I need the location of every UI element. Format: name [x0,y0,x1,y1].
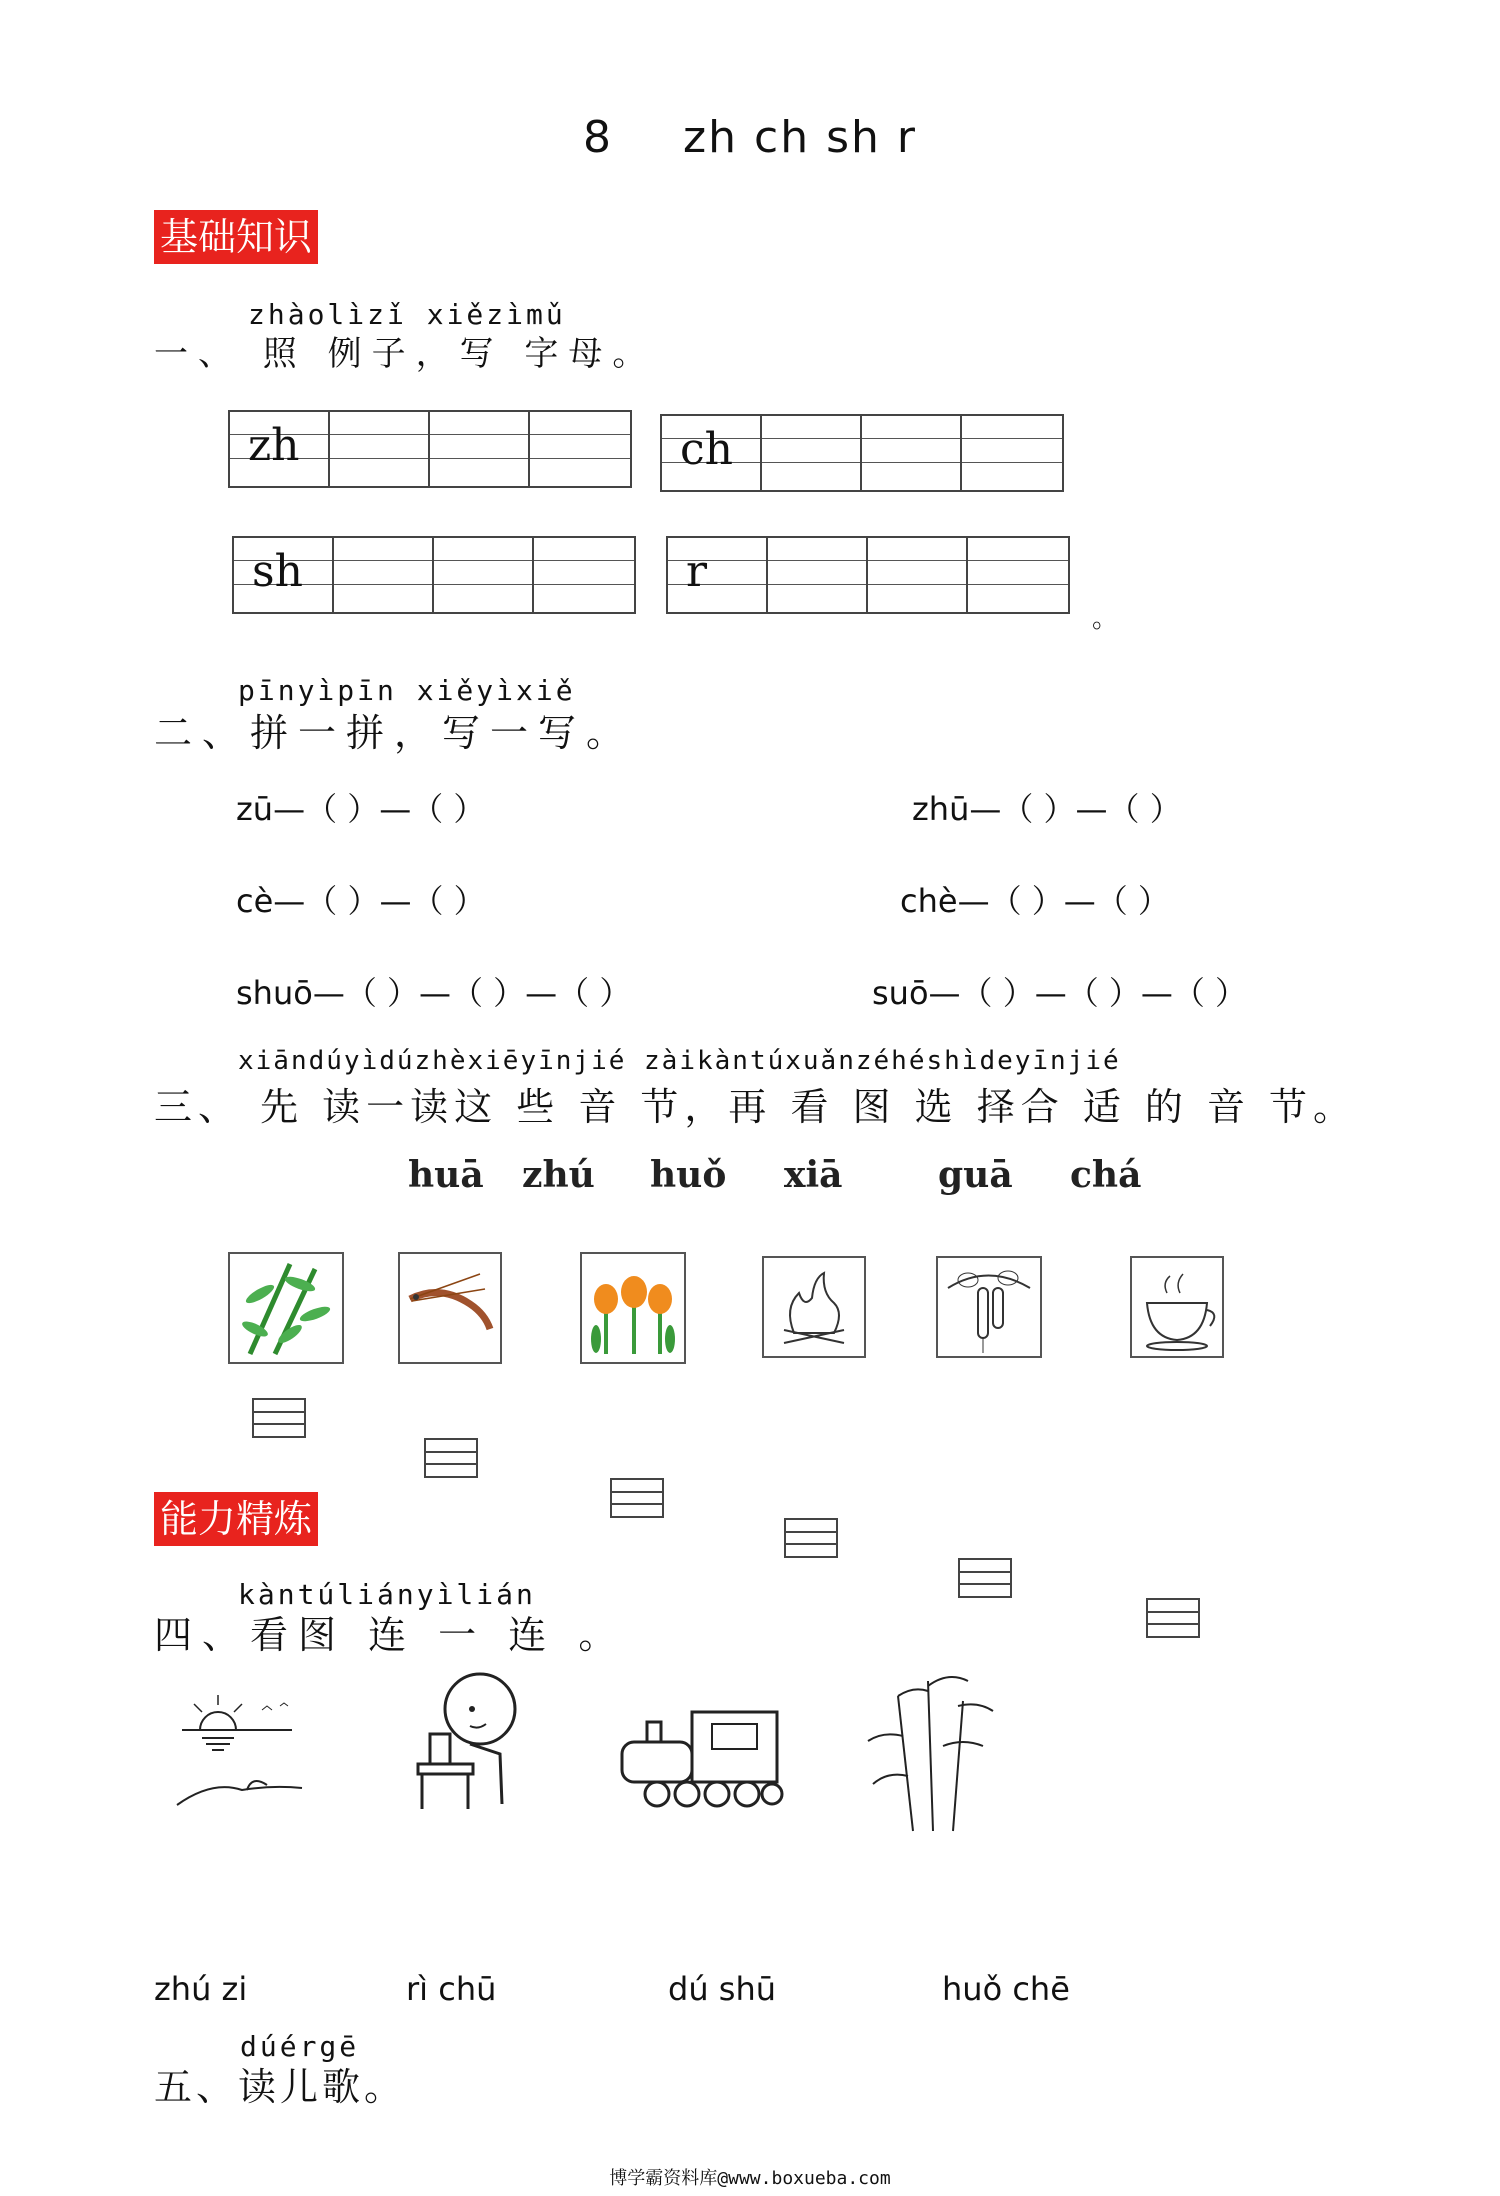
word-zhuzi: zhú zi [154,1970,248,2008]
q3-pinyin: xiāndúyìdúzhèxiēyīnjié zàikàntúxuǎnzéhéshìdeyīnjié [238,1046,1121,1076]
bamboo-picture [228,1252,344,1364]
grid-letter-sh: sh [252,546,303,597]
melon-vine-picture [936,1256,1042,1358]
q1-title: 一、 照 例子，写 字母。 [154,334,657,374]
syllable-gua: guā [938,1154,1013,1196]
footer-watermark: 博学霸资料库@www.boxueba.com [609,2168,891,2189]
q3-title: 三、 先 读一读这 些 音 节，再 看 图 选 择合 适 的 音 节。 [154,1085,1358,1129]
reading-child-picture [410,1664,530,1814]
q2-line2-left: cè—（ ）—（ ） [236,882,486,920]
syllable-hua: huā [408,1154,484,1196]
q2-line1-right: zhū—（ ）—（ ） [912,790,1182,828]
syllable-cha: chá [1070,1154,1142,1196]
q2-line3-right: suō—（ ）—（ ）—（ ） [872,974,1248,1012]
answer-box-3[interactable] [610,1478,664,1518]
answer-box-4[interactable] [784,1518,838,1558]
grid-sh[interactable] [232,536,636,614]
grid-letter-zh: zh [248,420,300,471]
fire-picture [762,1256,866,1358]
lesson-number: 8 [583,112,614,163]
q2-line1-left: zū—（ ）—（ ） [236,790,486,828]
q2-line2-right: chè—（ ）—（ ） [900,882,1170,920]
q2-line3-left: shuō—（ ）—（ ）—（ ） [236,974,632,1012]
sunrise-picture [172,1690,312,1820]
syllable-huo: huǒ [650,1154,727,1196]
page-title [0,112,1500,163]
q1-trailing-period: 。 [1092,604,1119,634]
answer-box-1[interactable] [252,1398,306,1438]
q2-title: 二、拼一拼，写一写。 [154,711,635,755]
section-tag-basic: 基础知识 [154,210,318,264]
q1-pinyin: zhàolìzǐ xiězìmǔ [248,298,566,331]
grid-letter-ch: ch [680,424,733,475]
grid-r[interactable] [666,536,1070,614]
shrimp-picture [398,1252,502,1364]
word-dushu: dú shū [668,1970,776,2008]
answer-box-6[interactable] [1146,1598,1200,1638]
answer-box-5[interactable] [958,1558,1012,1598]
bamboo-sketch-picture [858,1666,1008,1836]
answer-box-2[interactable] [424,1438,478,1478]
section-tag-ability: 能力精炼 [154,1492,318,1546]
grid-letter-r: r [686,546,708,597]
q4-title: 四、看图 连 一 连 。 [154,1613,627,1657]
grid-ch[interactable] [660,414,1064,492]
lesson-letters: zh ch sh r [683,112,917,163]
word-huoche: huǒ chē [942,1970,1070,2008]
flower-picture [580,1252,686,1364]
train-picture [612,1702,792,1812]
word-richu: rì chū [406,1970,497,2008]
grid-zh[interactable] [228,410,632,488]
q4-pinyin: kàntúliányìlián [238,1578,536,1611]
syllable-zhu: zhú [522,1154,595,1196]
syllable-xia: xiā [784,1154,843,1196]
q2-pinyin: pīnyìpīn xiěyìxiě [238,674,576,707]
tea-cup-picture [1130,1256,1224,1358]
q5-pinyin: dúérgē [240,2030,360,2063]
q5-title: 五、读儿歌。 [154,2065,407,2109]
